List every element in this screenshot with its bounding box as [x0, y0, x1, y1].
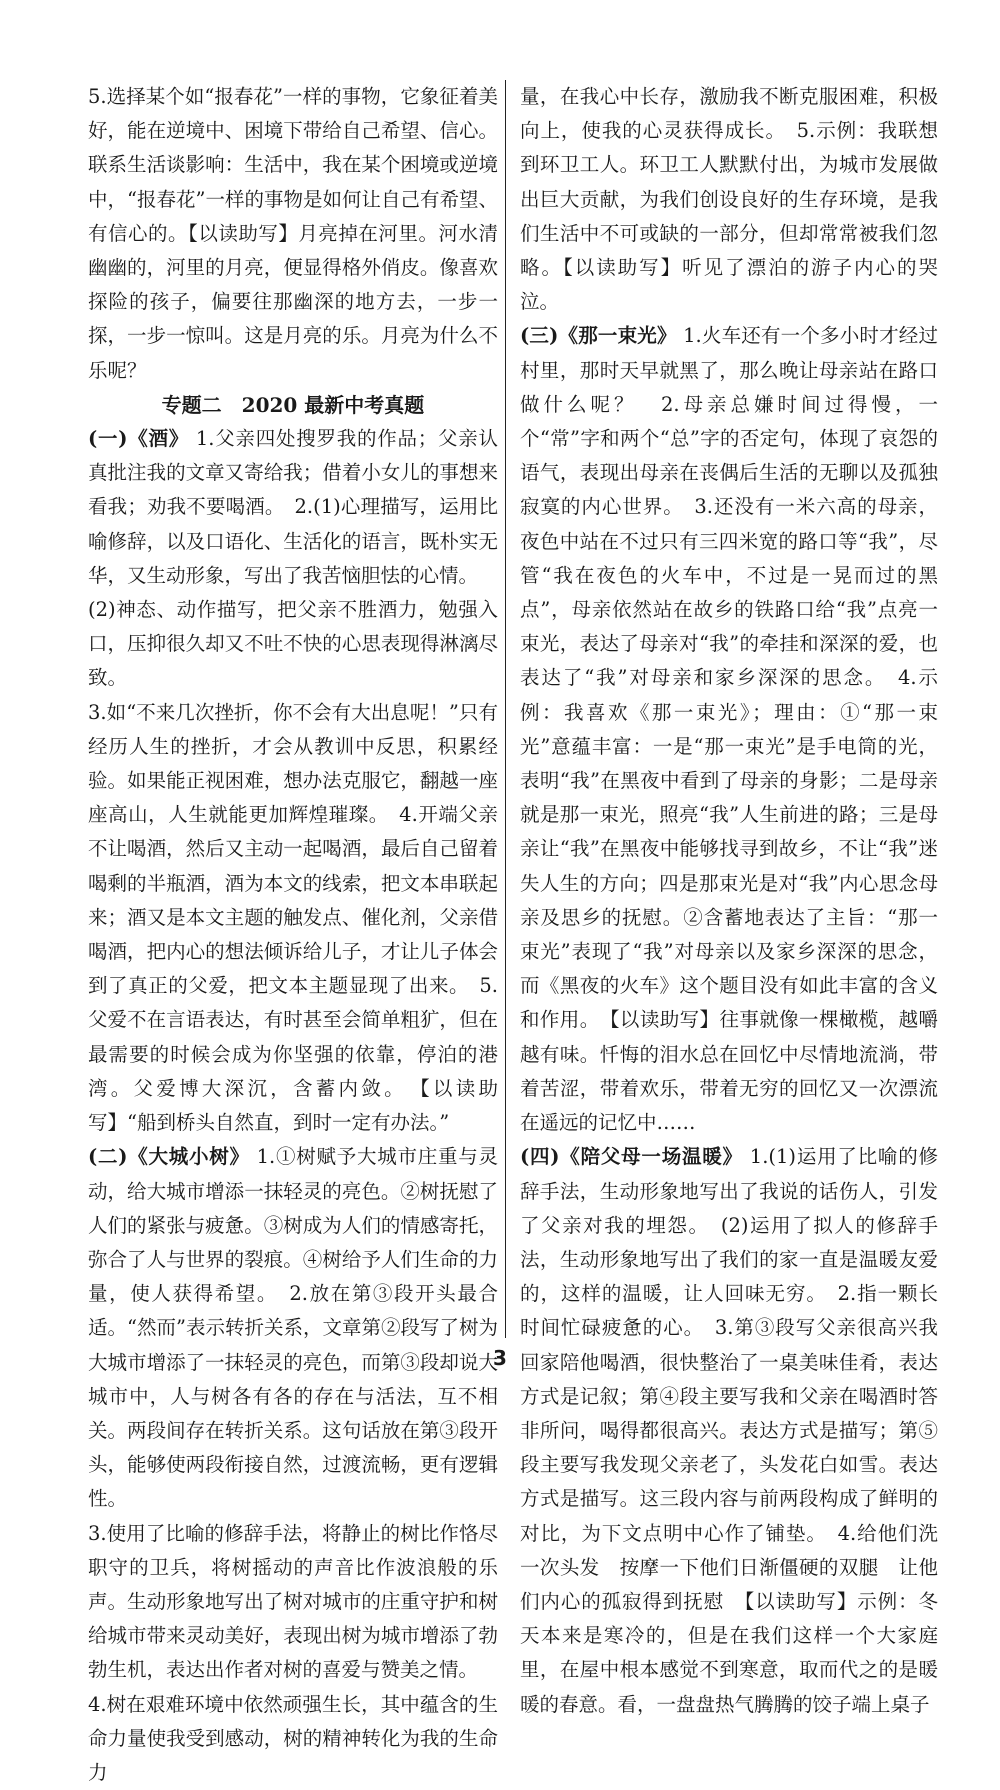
paragraph: [88, 1140, 498, 1516]
subsection-body: 1.(1)运用了比喻的修辞手法，生动形象地写出了我说的话伤人，引发了父亲对我的埋怨。 (2)运用了拟人的修辞手法，生动形象地写出了我们的家一直是温暖友爱的，这样的温暖，让人回味无穷。 2.指一颗长时间忙碌疲惫的心。 3.第③段写父亲很高兴我回家陪他喝酒，很快整治了一桌美味佳肴，表达方式是记叙；第④段主要写我和父亲在喝酒时答非所问，喝得都很高兴。表达方式是描写；第⑤段主要写我发现父亲老了，头发花白如雪。表达方式是描写。这三段内容与前两段构成了鲜明的对比，为下文点明中心作了铺垫。 4.给他们洗一次头发 按摩一下他们日渐僵硬的双腿 让他们内心的孤寂得到抚慰 【以读助写】示例：冬天本来是寒冷的，但是在我们这样一个大家庭里，在屋中根本感觉不到寒意，取而代之的是暖暖的春意。看，一盘盘热气腾腾的饺子端上桌子: [520, 1145, 938, 1716]
left-column: [88, 80, 498, 1790]
paragraph: [520, 319, 938, 1140]
paragraph: 量，在我心中长存，激励我不断克服困难，积极向上，使我的心灵获得成长。 5.示例：我联想到环卫工人。环卫工人默默付出，为城市发展做出巨大贡献，为我们创设良好的生存环境，是我们生活中不可或缺的一部分，但却常常被我们忽略。【以读助写】听见了漂泊的游子内心的哭泣。: [520, 85, 938, 314]
paragraph: 3.使用了比喻的修辞手法，将静止的树比作恪尽职守的卫兵，将树摇动的声音比作波浪般的乐声。生动形象地写出了树对城市的庄重守护和树给城市带来灵动美好，表现出树为城市增添了勃勃生机，表达出作者对树的喜爱与赞美之情。: [88, 1521, 498, 1682]
paragraph: 5.选择某个如“报春花”一样的事物，它象征着美好，能在逆境中、困境下带给自己希望、信心。联系生活谈影响：生活中，我在某个困境或逆境中，“报春花”一样的事物是如何让自己有希望、有信心的。【以读助写】月亮掉在河里。河水清幽幽的，河里的月亮，便显得格外俏皮。像喜欢探险的孩子，偏要往那幽深的地方去，一步一探，一步一惊叫。这是月亮的乐。月亮为什么不乐呢？: [88, 85, 498, 382]
page-number: 3: [493, 1346, 507, 1370]
subsection-body: 1.父亲四处搜罗我的作品；父亲认真批注我的文章又寄给我；借着小女儿的事想来看我；劝我不要喝酒。 2.(1)心理描写，运用比喻修辞，以及口语化、生活化的语言，既朴实无华，又生动形象，写出了我苦恼胆怯的心情。: [88, 427, 498, 587]
section-heading: 专题二 2020 最新中考真题: [161, 392, 425, 417]
paragraph: [520, 1140, 938, 1721]
column-divider: [505, 80, 506, 1338]
paragraph: (2)神态、动作描写，把父亲不胜酒力，勉强入口，压抑很久却又不吐不快的心思表现得淋漓尽致。: [88, 598, 498, 690]
paragraph: [88, 422, 498, 593]
paragraph: 3.如“不来几次挫折，你不会有大出息呢！”只有经历人生的挫折，才会从教训中反思，积累经验。如果能正视困难，想办法克服它，翻越一座座高山，人生就能更加辉煌璀璨。 4.开端父亲不让喝酒，然后又主动一起喝酒，最后自己留着喝剩的半瓶酒，酒为本文的线索，把文本串联起来；酒又是本文主题的触发点、催化剂，父亲借喝酒，把内心的想法倾诉给儿子，才让儿子体会到了真正的父爱，把文本主题显现了出来。 5.父爱不在言语表达，有时甚至会简单粗犷，但在最需要的时候会成为你坚强的依靠，停泊的港湾。父爱博大深沉，含蓄内敛。 【以读助写】“船到桥头自然直，到时一定有办法。”: [88, 700, 498, 1135]
subsection-title: (三)《那一束光》: [520, 324, 677, 348]
subsection-body: 1.火车还有一个多小时才经过村里，那时天早就黑了，那么晚让母亲站在路口做什么呢？ 2.母亲总嫌时间过得慢，一个“常”字和两个“总”字的否定句，体现了哀怨的语气，表现出母亲在丧偶后生活的无聊以及孤独寂寞的内心世界。 3.还没有一米六高的母亲，夜色中站在不过只有三四米宽的路口等“我”，尽管“我在夜色的火车中，不过是一晃而过的黑点”，母亲依然站在故乡的铁路口给“我”点亮一束光，表达了母亲对“我”的牵挂和深深的爱，也表达了“我”对母亲和家乡深深的思念。 4.示例：我喜欢《那一束光》；理由：①“那一束光”意蕴丰富：一是“那一束光”是手电筒的光，表明“我”在黑夜中看到了母亲的身影；二是母亲就是那一束光，照亮“我”人生前进的路；三是母亲让“我”在黑夜中能够找寻到故乡，不让“我”迷失人生的方向；四是那束光是对“我”内心思念母亲及思乡的抚慰。②含蓄地表达了主旨：“那一束光”表现了“我”对母亲以及家乡深深的思念，而《黑夜的火车》这个题目没有如此丰富的含义和作用。 【以读助写】往事就像一棵橄榄，越嚼越有味。忏悔的泪水总在回忆中尽情地流淌，带着苦涩，带着欢乐，带着无穷的回忆又一次漂流在遥远的记忆中……: [520, 324, 938, 1135]
subsection-title: (二)《大城小树》: [88, 1145, 250, 1169]
paragraph: 4.树在艰难环境中依然顽强生长，其中蕴含的生命力量使我受到感动，树的精神转化为我的生命力: [88, 1692, 498, 1784]
subsection-title: (四)《陪父母一场温暖》: [520, 1145, 743, 1169]
subsection-title: (一)《酒》: [88, 427, 189, 451]
right-column: [520, 80, 938, 1722]
subsection-body: 1.①树赋予大城市庄重与灵动，给大城市增添一抹轻灵的亮色。②树抚慰了人们的紧张与疲惫。③树成为人们的情感寄托，弥合了人与世界的裂痕。④树给予人们生命的力量，使人获得希望。 2.放在第③段开头最合适。“然而”表示转折关系，文章第②段写了树为大城市增添了一抹轻灵的亮色，而第③段却说大城市中，人与树各有各的存在与活法，互不相关。两段间存在转折关系。这句话放在第③段开头，能够使两段衔接自然，过渡流畅，更有逻辑性。: [88, 1145, 498, 1511]
